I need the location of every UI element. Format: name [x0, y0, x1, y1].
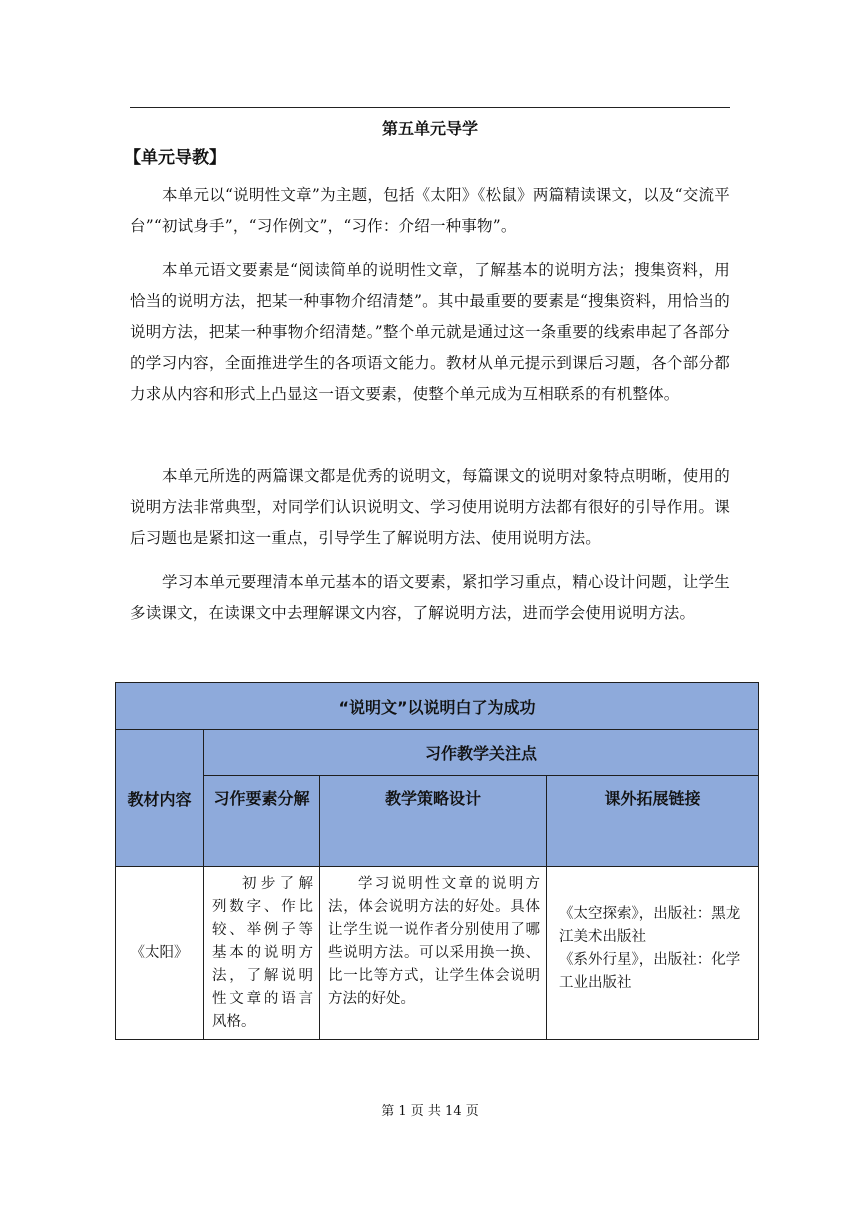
header-rule	[130, 107, 730, 108]
paragraph-2: 本单元语文要素是“阅读简单的说明性文章，了解基本的说明方法；搜集资料，用恰当的说明方法，把某一种事物介绍清楚”。其中最重要的要素是“搜集资料，用恰当的说明方法，把某一种事物介绍清楚。”整个单元就是通过这一条重要的线索串起了各部分的学习内容，全面推进学生的各项语文能力。教材从单元提示到课后习题，各个部分都力求从内容和形式上凸显这一语文要素，使整个单元成为互相联系的有机整体。	[130, 261, 730, 403]
row-links: 《太空探索》，出版社：黑龙江美术出版社 《系外行星》，出版社：化学工业出版社	[559, 906, 741, 991]
header-links: 课外拓展链接	[547, 776, 759, 867]
header-material: 教材内容	[116, 730, 204, 867]
paragraph-1: 本单元以“说明性文章”为主题，包括《太阳》《松鼠》两篇精读课文，以及“交流平台”“初试身手”，“习作例文”，“习作：介绍一种事物”。	[130, 186, 730, 235]
section-heading: 【单元导教】	[124, 148, 226, 168]
header-strategy: 教学策略设计	[320, 776, 547, 867]
teaching-focus-table	[115, 682, 759, 1040]
row-material: 《太阳》	[116, 867, 204, 1040]
document-title: 第五单元导学	[381, 119, 478, 138]
row-strategy-cell	[320, 867, 547, 1040]
header-elements-label: 习作要素分解	[213, 789, 310, 808]
header-elements	[204, 776, 320, 867]
row-elements: 初步了解列数字、作比较、举例子等基本的说明方法，了解说明性文章的语言风格。	[212, 876, 313, 1030]
paragraph-3: 本单元所选的两篇课文都是优秀的说明文，每篇课文的说明对象特点明晰，使用的说明方法非常典型，对同学们认识说明文、学习使用说明方法都有很好的引导作用。课后习题也是紧扣这一重点，引导学生了解说明方法、使用说明方法。	[130, 467, 730, 547]
row-strategy: 学习说明性文章的说明方法，体会说明方法的好处。具体让学生说一说作者分别使用了哪些说明方法。可以采用换一换、比一比等方式，让学生体会说明方法的好处。	[328, 876, 540, 1007]
row-elements-cell	[204, 867, 320, 1040]
paragraph-4: 学习本单元要理清本单元基本的语文要素，紧扣学习重点，精心设计问题，让学生多读课文，在读课文中去理解课文内容，了解说明方法，进而学会使用说明方法。	[130, 573, 730, 622]
header-group-focus: 习作教学关注点	[204, 730, 759, 776]
page-footer: 第 1 页 共 14 页	[381, 1104, 479, 1119]
table-row	[116, 867, 759, 1040]
table-title: “说明文”以说明白了为成功	[116, 683, 759, 730]
row-links-cell	[547, 867, 759, 1040]
